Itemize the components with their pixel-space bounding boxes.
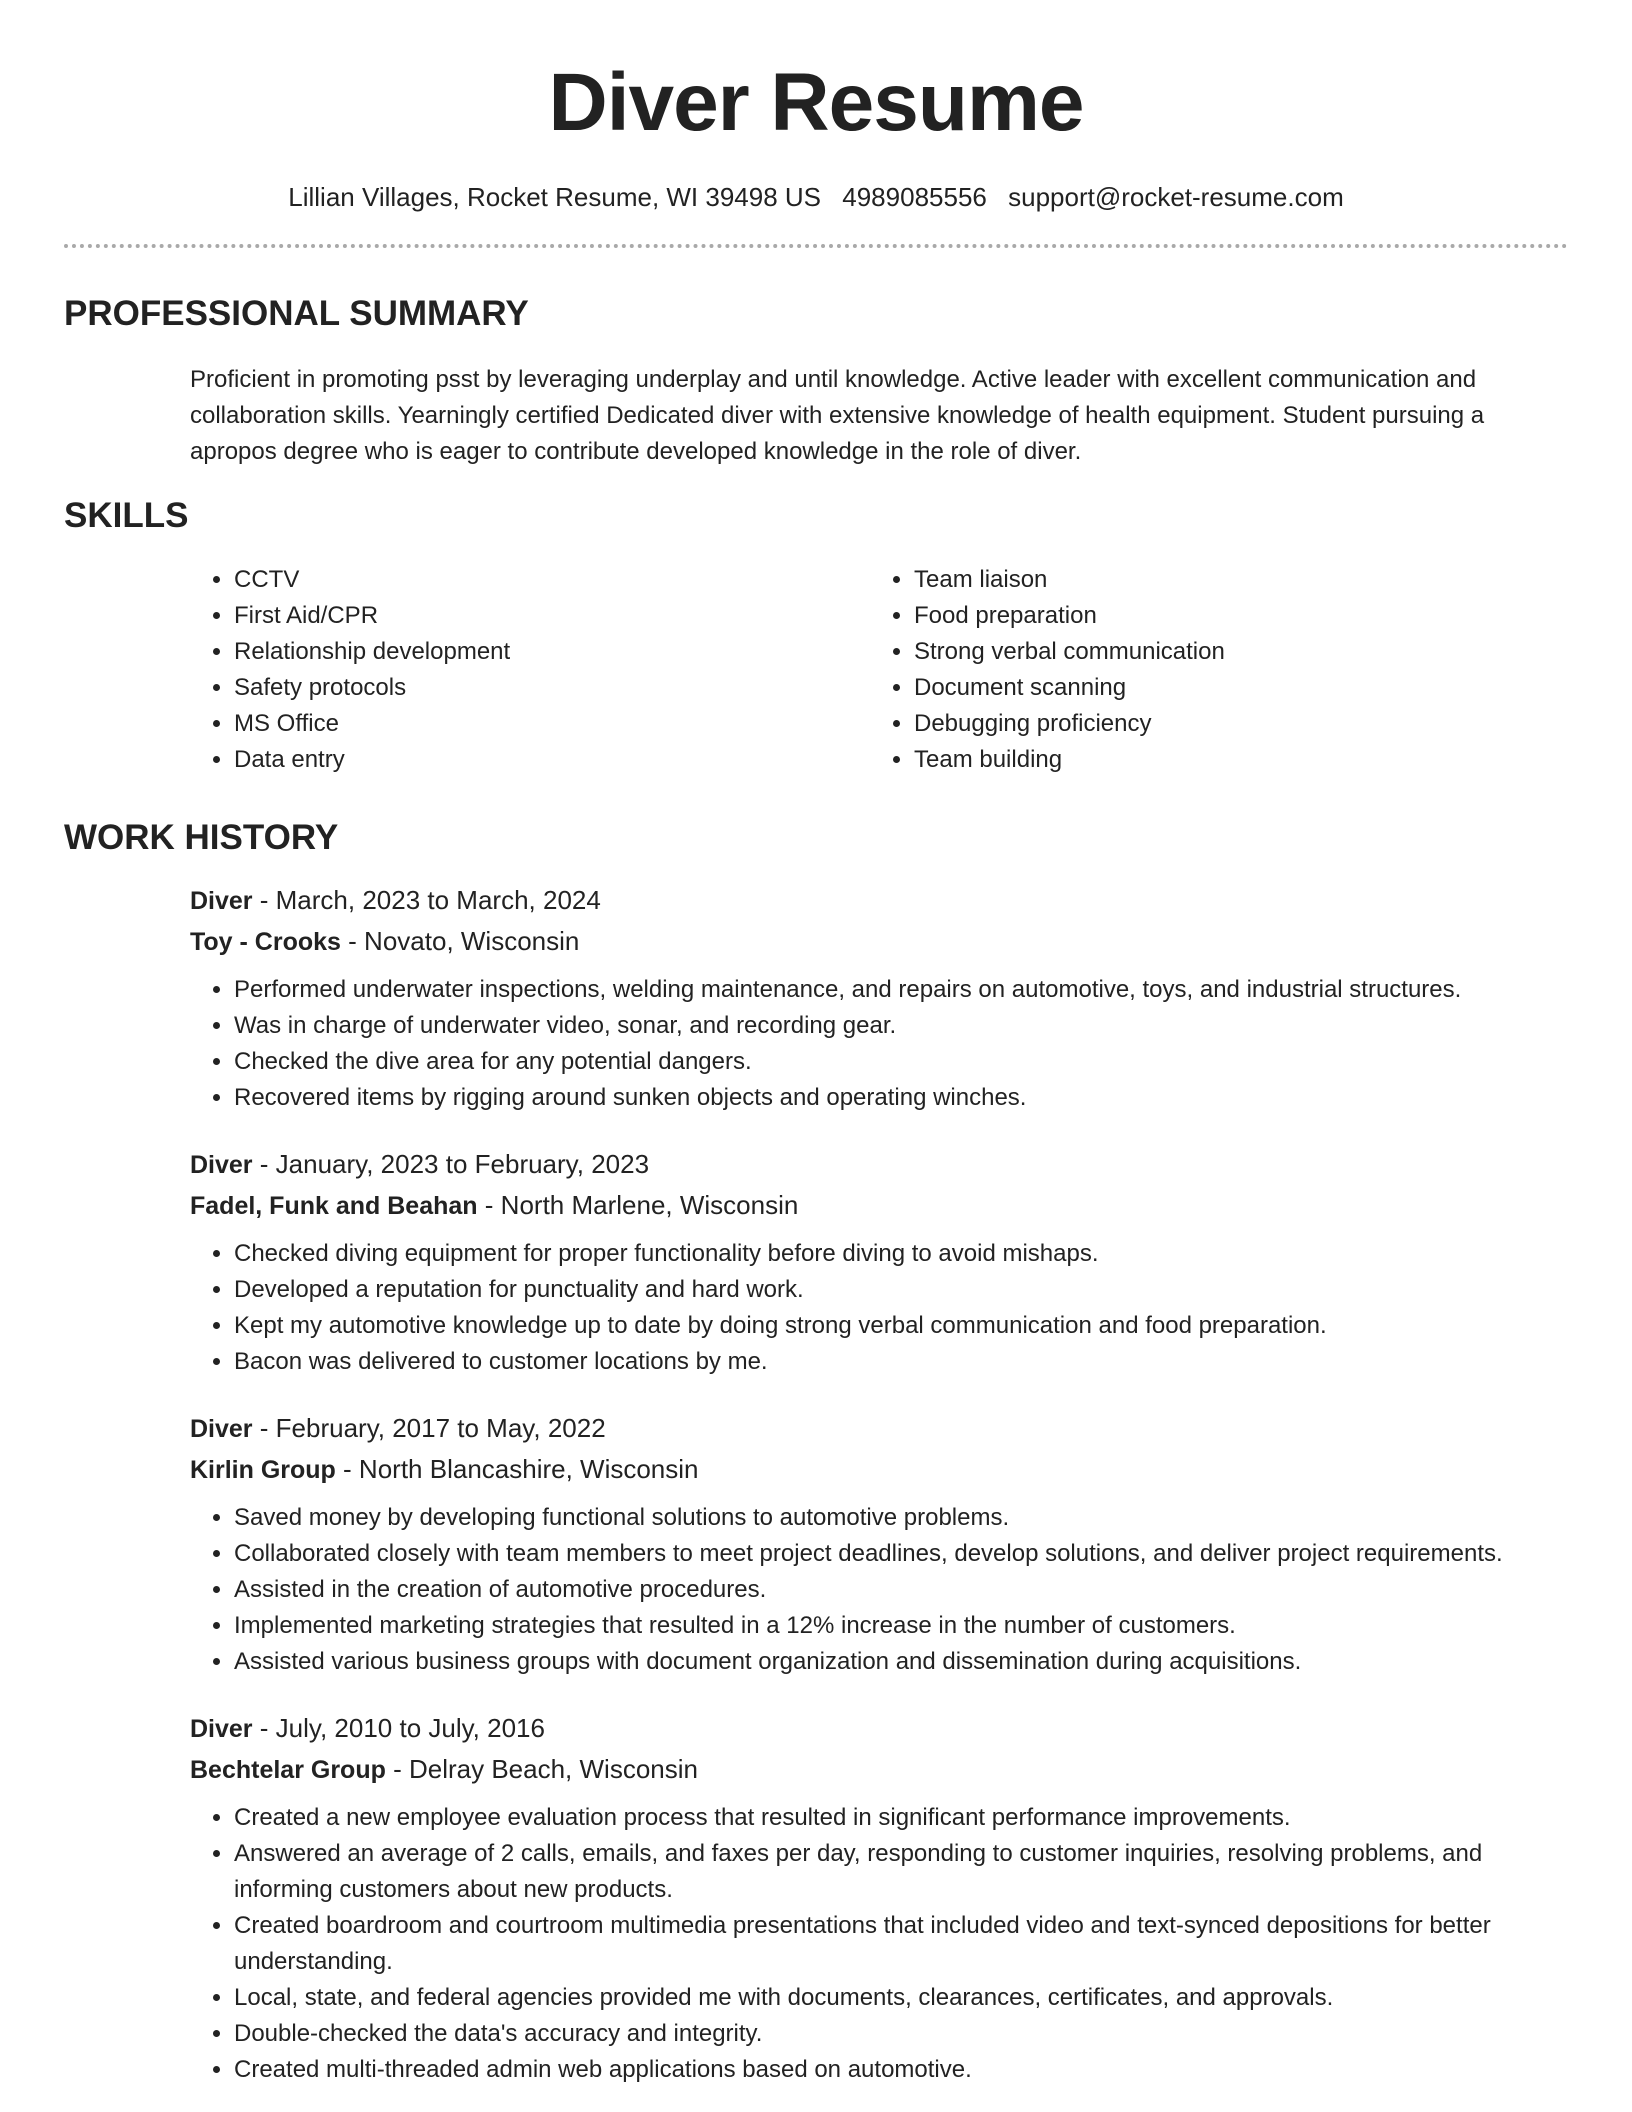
- job-dates: - January, 2023 to February, 2023: [252, 1149, 650, 1179]
- job-location: - Delray Beach, Wisconsin: [385, 1754, 698, 1784]
- job-company: Bechtelar Group: [190, 1756, 386, 1784]
- job-bullet: • Created multi-threaded admin web applications based on automotive.: [234, 2052, 1568, 2088]
- contact-phone: 4989085556: [842, 182, 987, 212]
- job-title: Diver: [190, 1415, 253, 1443]
- job-bullet: • Kept my automotive knowledge up to date by doing strong verbal communication and food preparation.: [234, 1308, 1568, 1344]
- skill-item: • Debugging proficiency: [914, 706, 1550, 742]
- job-company: Kirlin Group: [190, 1456, 336, 1484]
- job-bullet: • Local, state, and federal agencies provided me with documents, clearances, certificates, and approvals.: [234, 1980, 1568, 2016]
- summary-text: Proficient in promoting psst by leveraging underplay and until knowledge. Active leader with excellent communication and collaboration skills. Yearningly certified Dedicated diver with extensive knowledge of health equipment. Student pursuing a apropos degree who is eager to contribute developed knowledge in the role of diver.: [190, 366, 1485, 465]
- job-title: Diver: [190, 887, 253, 915]
- job-title-line: [190, 1408, 1568, 1449]
- resume-page: [64, 0, 1568, 2088]
- job-bullet: • Implemented marketing strategies that resulted in a 12% increase in the number of customers.: [234, 1608, 1568, 1644]
- job-location: - Novato, Wisconsin: [340, 926, 580, 956]
- skills-right-list: [870, 562, 1550, 778]
- job-bullet: • Created boardroom and courtroom multimedia presentations that included video and text-synced depositions for better understanding.: [234, 1908, 1568, 1980]
- job-title: Diver: [190, 1151, 253, 1179]
- skills-left-list: [190, 562, 870, 778]
- skills-heading: SKILLS: [64, 496, 189, 535]
- job-title-line: [190, 880, 1568, 921]
- job-bullets: [190, 1236, 1568, 1380]
- summary-section: [64, 292, 1568, 470]
- summary-heading: PROFESSIONAL SUMMARY: [64, 294, 529, 333]
- job-bullet: • Assisted in the creation of automotive procedures.: [234, 1572, 1568, 1608]
- job-bullet: • Checked the dive area for any potential dangers.: [234, 1044, 1568, 1080]
- job-entry: [190, 880, 1568, 1116]
- job-location: - North Blancashire, Wisconsin: [335, 1454, 699, 1484]
- skill-item: • Safety protocols: [234, 670, 870, 706]
- job-bullet: • Checked diving equipment for proper functionality before diving to avoid mishaps.: [234, 1236, 1568, 1272]
- contact-address: Lillian Villages, Rocket Resume, WI 39498 US: [288, 182, 822, 212]
- resume-title: Diver Resume: [548, 57, 1084, 148]
- header-divider: [64, 244, 1568, 248]
- job-bullet: • Double-checked the data's accuracy and integrity.: [234, 2016, 1568, 2052]
- job-dates: - July, 2010 to July, 2016: [252, 1713, 545, 1743]
- skills-columns: [190, 562, 1568, 778]
- job-bullet: • Performed underwater inspections, welding maintenance, and repairs on automotive, toys, and industrial structures.: [234, 972, 1568, 1008]
- job-dates: - February, 2017 to May, 2022: [252, 1413, 606, 1443]
- job-company-line: [190, 1185, 1568, 1226]
- job-bullet: • Was in charge of underwater video, sonar, and recording gear.: [234, 1008, 1568, 1044]
- job-bullets: [190, 1500, 1568, 1680]
- job-bullet: • Developed a reputation for punctuality and hard work.: [234, 1272, 1568, 1308]
- job-entry: [190, 1408, 1568, 1680]
- job-dates: - March, 2023 to March, 2024: [252, 885, 601, 915]
- skill-item: • Data entry: [234, 742, 870, 778]
- skill-item: • Document scanning: [914, 670, 1550, 706]
- job-bullet: • Saved money by developing functional solutions to automotive problems.: [234, 1500, 1568, 1536]
- job-entry: [190, 1144, 1568, 1380]
- job-bullets: [190, 1800, 1568, 2088]
- job-bullet: • Created a new employee evaluation process that resulted in significant performance improvements.: [234, 1800, 1568, 1836]
- contact-email: support@rocket-resume.com: [1008, 182, 1344, 212]
- work-heading: WORK HISTORY: [64, 818, 339, 857]
- skill-item: • Team liaison: [914, 562, 1550, 598]
- job-location: - North Marlene, Wisconsin: [477, 1190, 799, 1220]
- job-title-line: [190, 1144, 1568, 1185]
- job-entry: [190, 1708, 1568, 2088]
- job-bullet: • Bacon was delivered to customer locations by me.: [234, 1344, 1568, 1380]
- job-company: Fadel, Funk and Beahan: [190, 1192, 478, 1220]
- job-company-line: [190, 921, 1568, 962]
- job-bullets: [190, 972, 1568, 1116]
- job-bullet: • Assisted various business groups with document organization and dissemination during acquisitions.: [234, 1644, 1568, 1680]
- skill-item: • First Aid/CPR: [234, 598, 870, 634]
- skill-item: • Food preparation: [914, 598, 1550, 634]
- skill-item: • MS Office: [234, 706, 870, 742]
- contact-line: [64, 180, 1568, 214]
- job-bullet: • Collaborated closely with team members to meet project deadlines, develop solutions, and deliver project requirements.: [234, 1536, 1568, 1572]
- job-bullet: • Recovered items by rigging around sunken objects and operating winches.: [234, 1080, 1568, 1116]
- job-company: Toy - Crooks: [190, 928, 341, 956]
- job-title-line: [190, 1708, 1568, 1749]
- work-section: [64, 816, 1568, 2088]
- job-company-line: [190, 1749, 1568, 1790]
- skill-item: • Strong verbal communication: [914, 634, 1550, 670]
- job-company-line: [190, 1449, 1568, 1490]
- skill-item: • CCTV: [234, 562, 870, 598]
- job-title: Diver: [190, 1715, 253, 1743]
- skills-section: [64, 494, 1568, 778]
- job-bullet: • Answered an average of 2 calls, emails, and faxes per day, responding to customer inquiries, resolving problems, and informing customers about new products.: [234, 1836, 1568, 1908]
- skill-item: • Relationship development: [234, 634, 870, 670]
- skill-item: • Team building: [914, 742, 1550, 778]
